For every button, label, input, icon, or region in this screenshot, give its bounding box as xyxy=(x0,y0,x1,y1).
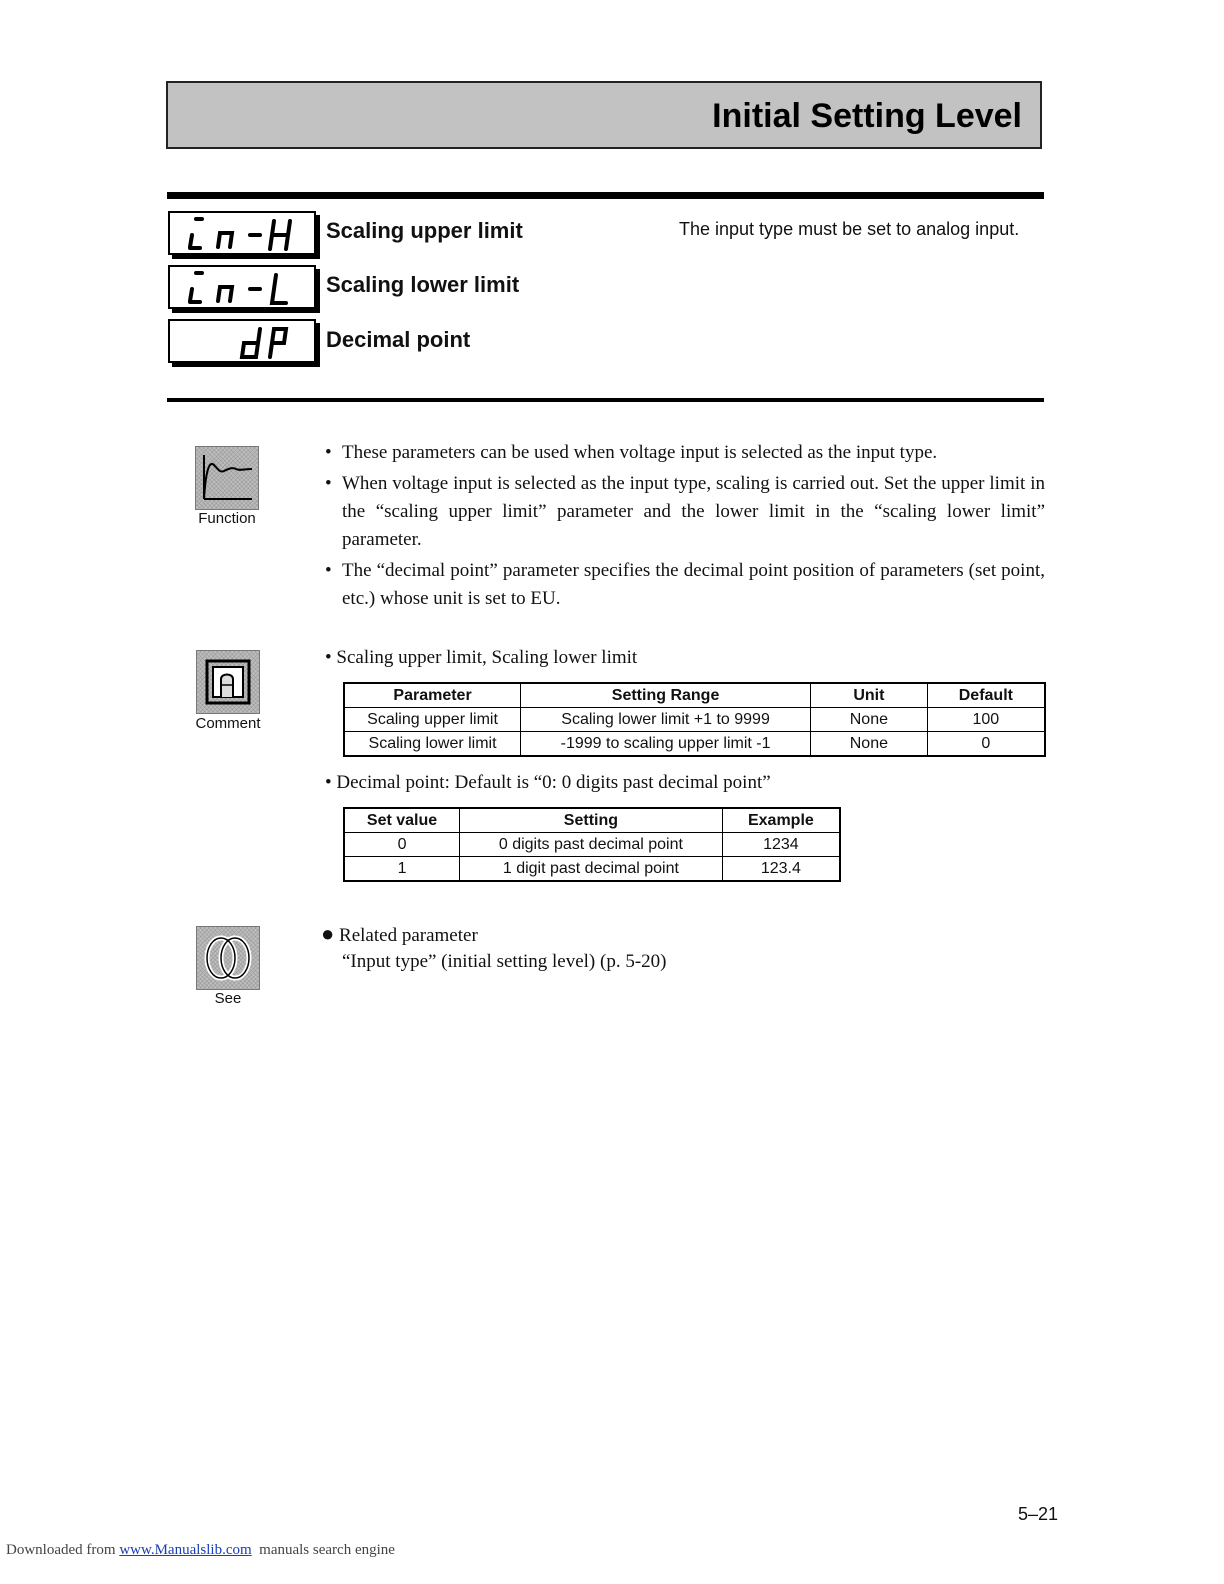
level-header xyxy=(166,81,1042,149)
table-cell: 1234 xyxy=(722,833,840,857)
table-cell: None xyxy=(811,708,928,732)
decimal-table xyxy=(343,807,841,882)
param-name-decimal-point: Decimal point xyxy=(326,327,471,352)
table-cell: 0 digits past decimal point xyxy=(460,833,723,857)
footer xyxy=(6,1542,395,1559)
table-header: Parameter xyxy=(344,683,521,708)
section-rule xyxy=(167,398,1044,402)
table-header: Setting xyxy=(460,808,723,833)
table-row xyxy=(344,732,1045,757)
table-cell: 0 xyxy=(927,732,1045,757)
param-name-scaling-lower: Scaling lower limit xyxy=(326,272,520,297)
decimal-table-lead: • Decimal point: Default is “0: 0 digits past decimal point” xyxy=(325,772,771,793)
param-name-scaling-upper: Scaling upper limit xyxy=(326,218,523,243)
display-in-h xyxy=(168,211,316,255)
seven-segment-in-l-icon xyxy=(170,267,318,311)
table-header-row xyxy=(344,683,1045,708)
input-type-note: The input type must be set to analog input. xyxy=(679,219,1020,239)
related-heading xyxy=(321,920,478,950)
related-parameter-link: “Input type” (initial setting level) (p. 5-20) xyxy=(342,951,667,972)
function-icon xyxy=(195,446,259,510)
footer-link[interactable]: www.Manualslib.com xyxy=(119,1542,252,1558)
table-header: Default xyxy=(927,683,1045,708)
table-header: Unit xyxy=(811,683,928,708)
function-bullets xyxy=(325,439,1045,616)
related-heading-text: Related parameter xyxy=(339,925,478,946)
table-cell: 123.4 xyxy=(722,857,840,882)
table-cell: Scaling lower limit +1 to 9999 xyxy=(521,708,811,732)
table-cell: Scaling lower limit xyxy=(344,732,521,757)
see-icon xyxy=(196,926,260,990)
table-header: Set value xyxy=(344,808,460,833)
see-label: See xyxy=(214,990,242,1007)
table-cell: None xyxy=(811,732,928,757)
function-bullet: • The “decimal point” parameter specifies the decimal point position of parameters (set point, etc.) whose unit is set to EU. xyxy=(325,557,1045,613)
seven-segment-dp-icon xyxy=(170,321,318,365)
display-in-l xyxy=(168,265,316,309)
table-cell: Scaling upper limit xyxy=(344,708,521,732)
table-row xyxy=(344,708,1045,732)
function-bullet: • These parameters can be used when voltage input is selected as the input type. xyxy=(325,439,1045,467)
function-label: Function xyxy=(198,510,256,527)
comment-label: Comment xyxy=(195,715,261,732)
table-row xyxy=(344,857,840,882)
scaling-table xyxy=(343,682,1046,757)
decimal-lead-text: Decimal point: Default is “0: 0 digits past decimal point” xyxy=(336,772,771,793)
table-cell: 1 digit past decimal point xyxy=(460,857,723,882)
page-title: Initial Setting Level xyxy=(712,97,1022,135)
footer-prefix: Downloaded from xyxy=(6,1542,116,1558)
function-bullet: • When voltage input is selected as the input type, scaling is carried out. Set the upper limit in the “scaling upper limit” parameter and the lower limit in the “scaling lower limit” parameter. xyxy=(325,470,1045,554)
table-cell: 1 xyxy=(344,857,460,882)
table-header: Setting Range xyxy=(521,683,811,708)
filled-circle-icon: ● xyxy=(321,921,335,946)
table-row xyxy=(344,833,840,857)
table-header: Example xyxy=(722,808,840,833)
top-rule xyxy=(167,192,1044,199)
table-cell: 100 xyxy=(927,708,1045,732)
scaling-lead-text: Scaling upper limit, Scaling lower limit xyxy=(336,647,638,668)
display-dp xyxy=(168,319,316,363)
table-cell: -1999 to scaling upper limit -1 xyxy=(521,732,811,757)
table-cell: 0 xyxy=(344,833,460,857)
footer-suffix: manuals search engine xyxy=(259,1542,395,1558)
table-header-row xyxy=(344,808,840,833)
comment-icon xyxy=(196,650,260,714)
seven-segment-in-h-icon xyxy=(170,213,318,257)
page-number: 5–21 xyxy=(1018,1504,1059,1524)
scaling-table-lead: • Scaling upper limit, Scaling lower limit xyxy=(325,647,638,668)
